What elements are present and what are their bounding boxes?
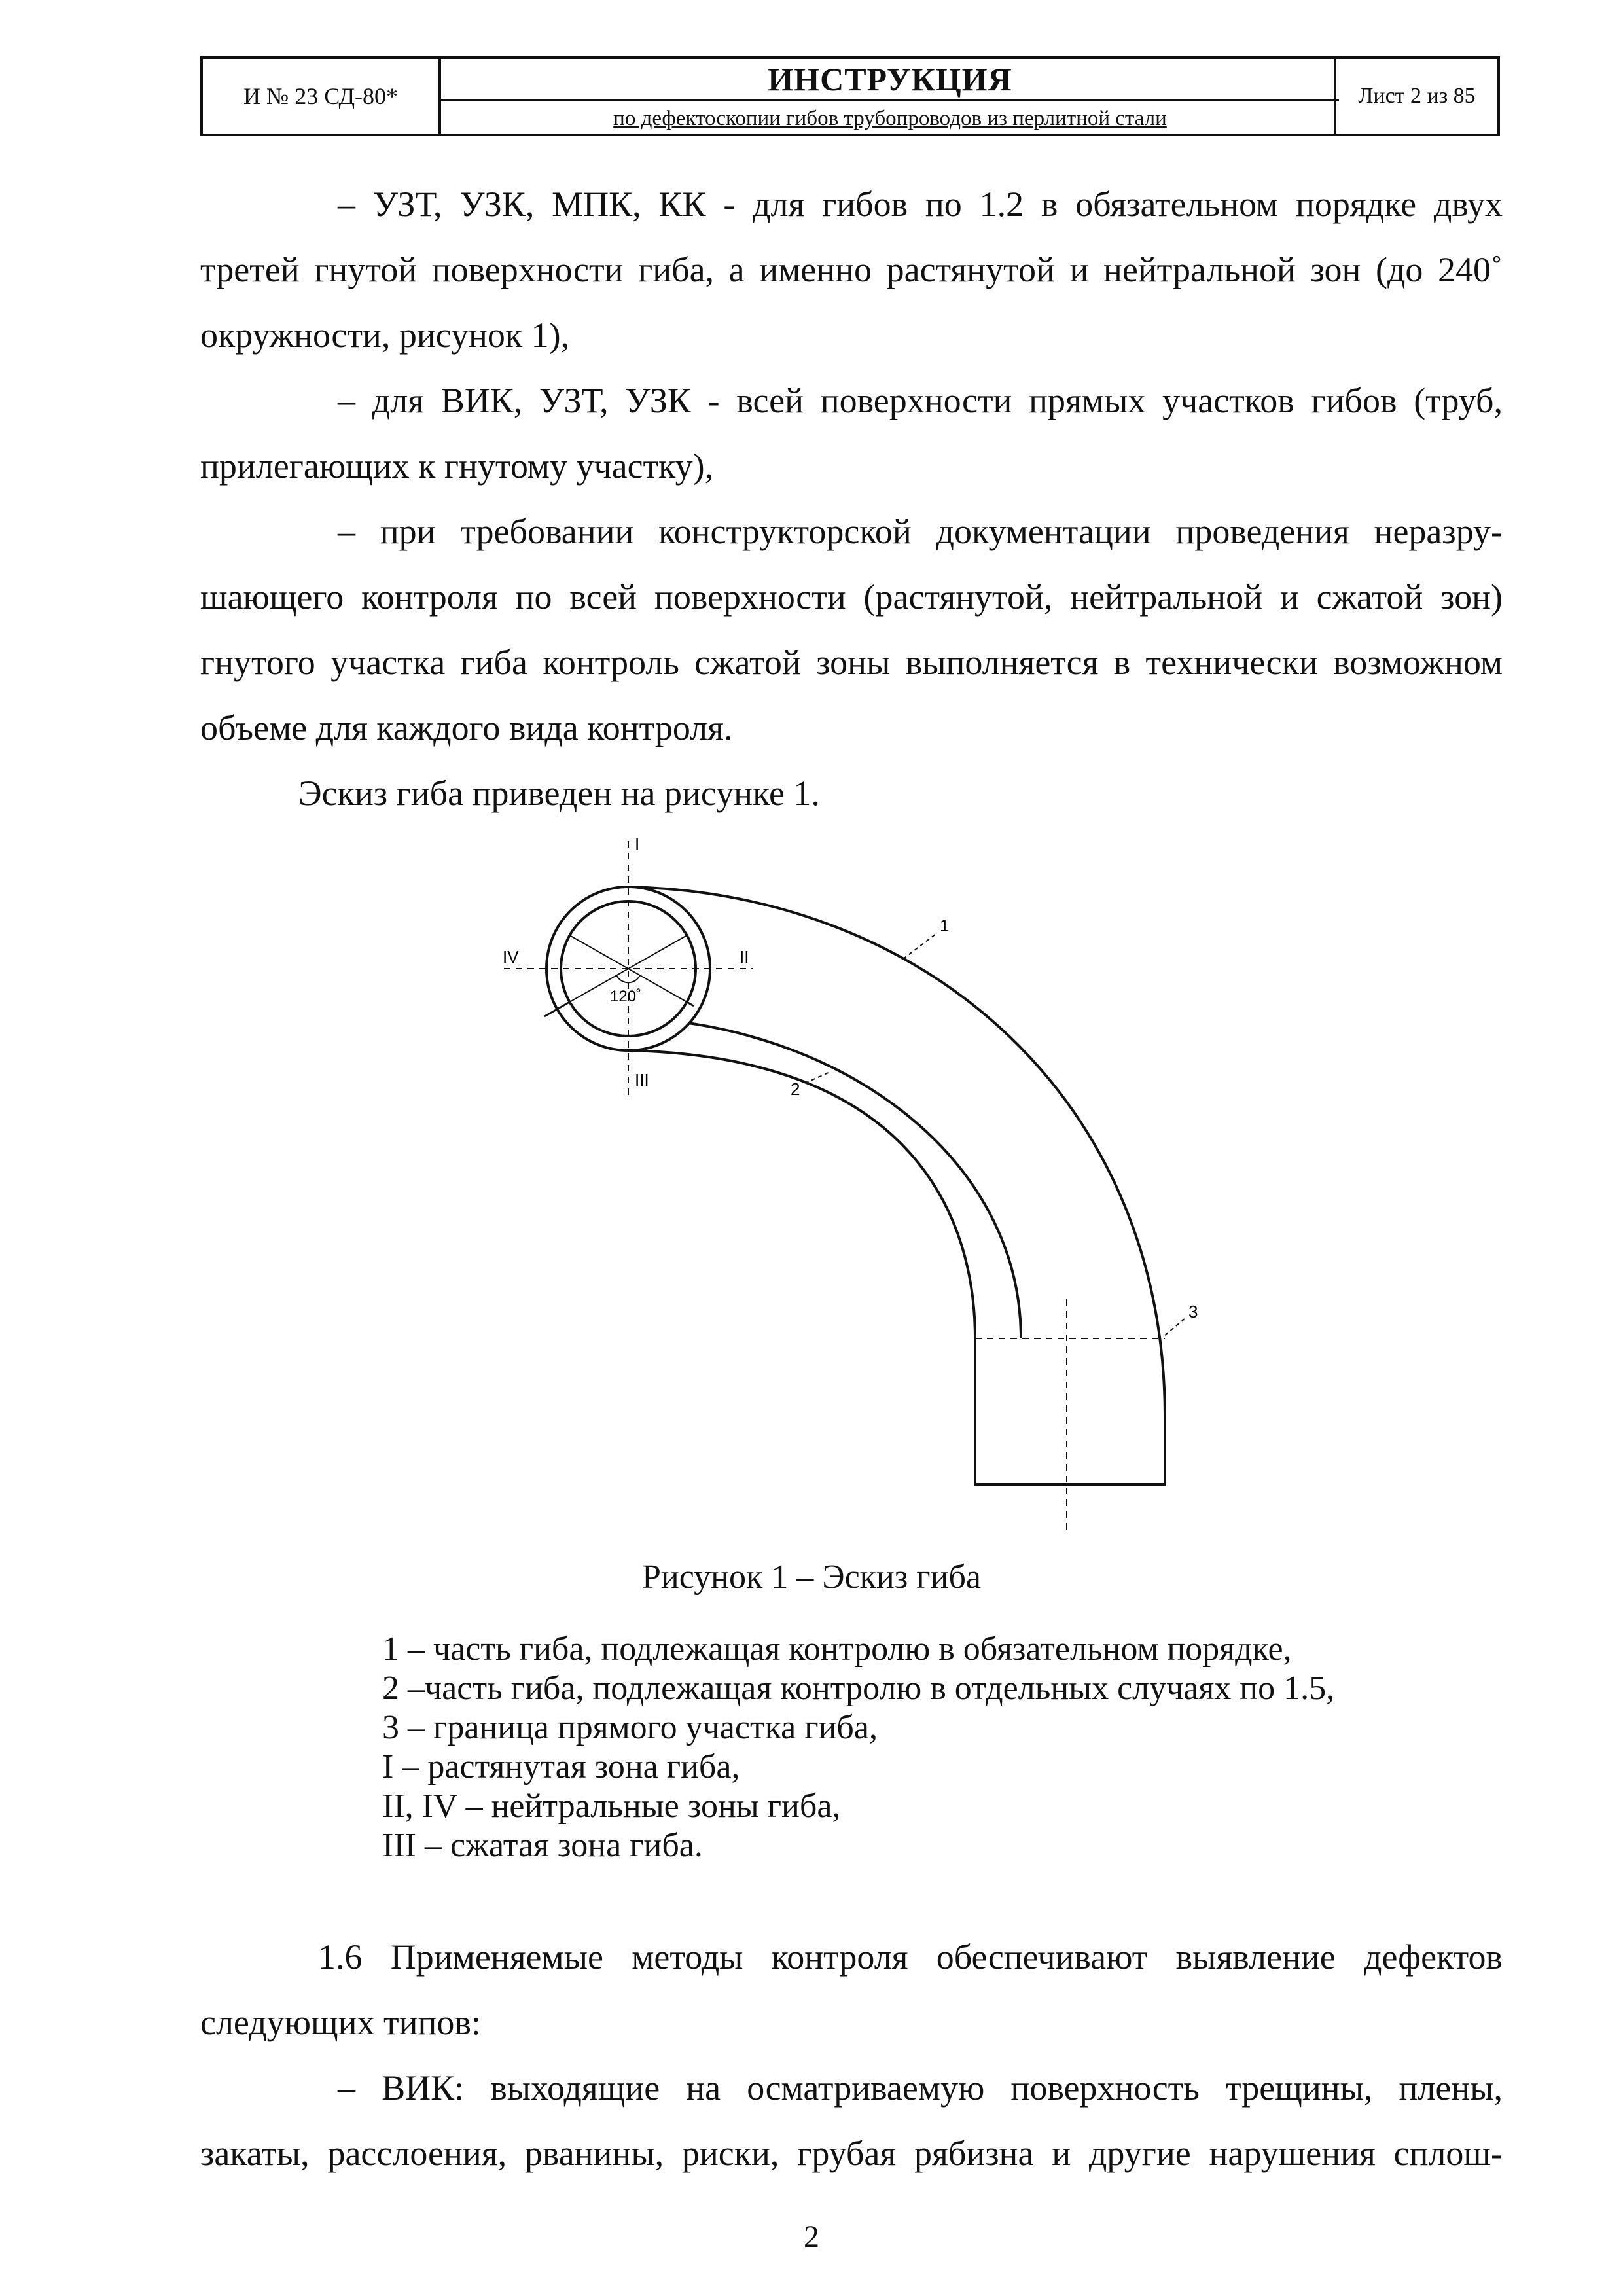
- callout-leader: [805, 1071, 831, 1083]
- doc-number: И № 23 СД-80*: [203, 59, 441, 134]
- pipe-bend-sketch: [471, 828, 1243, 1548]
- paragraph-line: – УЗТ, УЗК, МПК, КК - для гибов по 1.2 в обязательном порядке двух: [338, 185, 1503, 224]
- angle-label: 120˚: [610, 988, 642, 1005]
- sheet-number: Лист 2 из 85: [1334, 59, 1497, 134]
- figure-caption: Рисунок 1 – Эскиз гиба: [642, 1558, 981, 1596]
- paragraph-line: гнутого участка гиба контроль сжатой зоны выполняется в технически возможном: [200, 643, 1503, 682]
- legend-item: I – растянутая зона гиба,: [382, 1748, 740, 1785]
- document-header: [200, 56, 1500, 136]
- callout-leader: [1165, 1319, 1185, 1335]
- paragraph-line: окружности, рисунок 1),: [200, 315, 570, 355]
- header-title-cell: [441, 59, 1339, 134]
- legend-item: 3 – граница прямого участка гиба,: [382, 1709, 878, 1746]
- paragraph-line: – для ВИК, УЗТ, УЗК - всей поверхности прямых участков гибов (труб,: [338, 381, 1503, 420]
- legend-item: III – сжатая зона гиба.: [382, 1827, 703, 1864]
- zone-label-iii: III: [635, 1070, 649, 1090]
- callout-leader: [903, 934, 936, 959]
- paragraph-3: [200, 499, 1503, 761]
- callout-2-label: 2: [791, 1079, 800, 1099]
- bend-inner-line: [628, 1018, 1021, 1338]
- zone-label-ii: II: [740, 947, 749, 967]
- paragraph-line: объеме для каждого вида контроля.: [200, 708, 733, 747]
- paragraph-2: [200, 368, 1503, 499]
- paragraph-line: третей гнутой поверхности гиба, а именно растянутой и нейтральной зон (до 240˚: [200, 250, 1503, 289]
- callout-3-label: 3: [1188, 1302, 1198, 1321]
- zone-label-i: I: [635, 834, 640, 854]
- paragraph-1: [200, 171, 1503, 368]
- legend-item: 2 –часть гиба, подлежащая контролю в отдельных случаях по 1.5,: [382, 1670, 1335, 1707]
- page-number: 2: [804, 2219, 819, 2254]
- paragraph-line: закаты, расслоения, рванины, риски, грубая рябизна и другие нарушения сплош-: [200, 2134, 1503, 2173]
- paragraph-4: [200, 761, 1503, 826]
- legend-item: II, IV – нейтральные зоны гиба,: [382, 1787, 841, 1825]
- paragraph-line: – при требовании конструкторской документации проведения неразру-: [338, 512, 1503, 551]
- paragraph-line: прилегающих к гнутому участку),: [200, 446, 714, 486]
- callout-1-label: 1: [940, 916, 950, 935]
- paragraph-line: 1.6 Применяемые методы контроля обеспечивают выявление дефектов: [318, 1937, 1503, 1977]
- figure-legend: [382, 1630, 1334, 1865]
- paragraph-line: Эскиз гиба приведен на рисунке 1.: [298, 774, 820, 813]
- paragraph-line: следующих типов:: [200, 2003, 481, 2042]
- doc-subtitle: по дефектоскопии гибов трубопроводов из перлитной стали: [613, 106, 1167, 130]
- doc-title: ИНСТРУКЦИЯ: [441, 59, 1339, 101]
- paragraph-line: – ВИК: выходящие на осматриваемую поверхность трещины, плены,: [338, 2068, 1503, 2108]
- zone-label-iv: IV: [503, 947, 519, 967]
- paragraph-line: шающего контроля по всей поверхности (растянутой, нейтральной и сжатой зон): [200, 577, 1503, 617]
- legend-item: 1 – часть гиба, подлежащая контролю в обязательном порядке,: [382, 1630, 1292, 1668]
- section-1-6: [200, 1924, 1503, 2186]
